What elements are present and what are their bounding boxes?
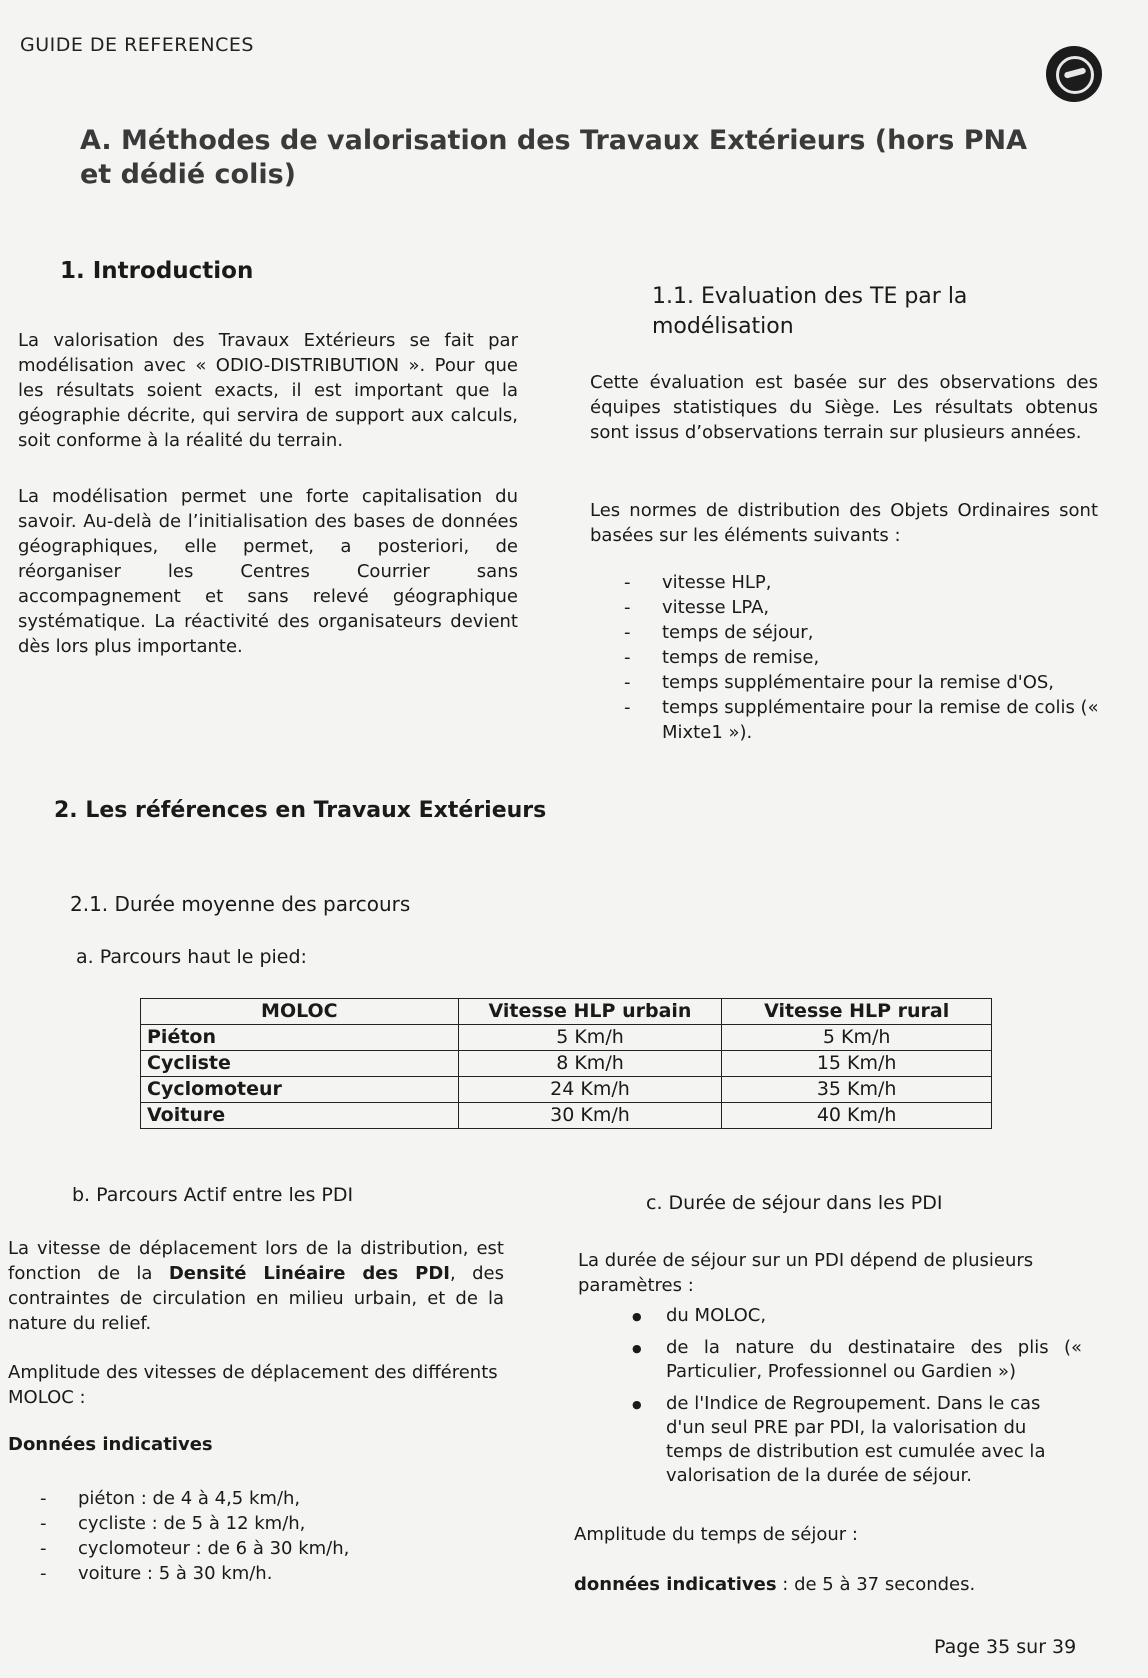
actif-paragraph-1 [8, 1236, 504, 1336]
table-cell: 30 Km/h [458, 1103, 722, 1129]
table-cell: 24 Km/h [458, 1077, 722, 1103]
sejour-paragraph-1: La durée de séjour sur un PDI dépend de plusieurs paramètres : [578, 1250, 1034, 1296]
list-item: - temps supplémentaire pour la remise de colis (« Mixte1 »). [624, 695, 1104, 745]
table-header-cell: Vitesse HLP urbain [458, 999, 722, 1025]
table-row [141, 1025, 992, 1051]
list-item: - vitesse LPA, [624, 595, 1104, 620]
list-item: - voiture : 5 à 30 km/h. [40, 1561, 480, 1586]
eval-paragraph-2: Les normes de distribution des Objets Ordinaires sont basées sur les éléments suivants : [590, 500, 1098, 546]
logo-icon [1046, 46, 1102, 102]
actif-bold-term: Densité Linéaire des PDI [168, 1263, 450, 1284]
list-item: ● du MOLOC, [632, 1304, 1082, 1328]
document-header: GUIDE DE REFERENCES [20, 34, 254, 56]
table-cell: Piéton [141, 1025, 459, 1051]
table-cell: 8 Km/h [458, 1051, 722, 1077]
list-item: - temps de séjour, [624, 620, 1104, 645]
table-cell: 5 Km/h [458, 1025, 722, 1051]
list-item: ● de la nature du destinataire des plis (« Particulier, Professionnel ou Gardien ») [632, 1336, 1082, 1384]
list-item: - temps supplémentaire pour la remise d'OS, [624, 670, 1104, 695]
list-item: - piéton : de 4 à 4,5 km/h, [40, 1486, 480, 1511]
list-item: - cycliste : de 5 à 12 km/h, [40, 1511, 480, 1536]
table-row [141, 1077, 992, 1103]
eval-paragraph-1: Cette évaluation est basée sur des observations des équipes statistiques du Siège. Les résultats obtenus sont issus d’observations terrain sur plusieurs années. [590, 372, 1098, 443]
table-cell: 15 Km/h [722, 1051, 992, 1077]
refs-subheading: 2.1. Durée moyenne des parcours [70, 892, 411, 916]
table-cell: 35 Km/h [722, 1077, 992, 1103]
sejour-heading: c. Durée de séjour dans les PDI [646, 1192, 943, 1214]
table-cell: 40 Km/h [722, 1103, 992, 1129]
actif-paragraph-2: Amplitude des vitesses de déplacement des différents MOLOC : [8, 1362, 498, 1408]
intro-paragraph-2: La modélisation permet une forte capitalisation du savoir. Au-delà de l’initialisation des bases de données géographiques, elle permet, a posteriori, de réorganiser les Centres Courrier sans accompagnement et sans relevé géographique systématique. La réactivité des organisateurs devient dès lors plus importante. [18, 486, 518, 657]
table-row [141, 1051, 992, 1077]
list-item: - vitesse HLP, [624, 570, 1104, 595]
intro-paragraph-1: La valorisation des Travaux Extérieurs se fait par modélisation avec « ODIO-DISTRIBUTION ». Pour que les résultats soient exacts, il est important que la géographie décrite, qui servira de support aux calculs, soit conforme à la réalité du terrain. [18, 330, 518, 451]
table-cell: Voiture [141, 1103, 459, 1129]
table-cell: Cyclomoteur [141, 1077, 459, 1103]
page-title: A. Méthodes de valorisation des Travaux Extérieurs (hors PNA et dédié colis) [80, 125, 1027, 190]
parcours-actif-heading: b. Parcours Actif entre les PDI [72, 1184, 354, 1206]
sejour-final-text: : de 5 à 37 secondes. [776, 1574, 976, 1595]
intro-section [60, 258, 253, 284]
actif-list [40, 1486, 480, 1586]
sejour-final-line [574, 1572, 1094, 1597]
eval-heading: 1.1. Evaluation des TE par la modélisation [652, 284, 968, 339]
sejour-bold-label: données indicatives [574, 1574, 777, 1595]
list-item: - temps de remise, [624, 645, 1104, 670]
list-item: ● de l'Indice de Regroupement. Dans le cas d'un seul PRE par PDI, la valorisation du temps de distribution est cumulée avec la valorisation de la durée de séjour. [632, 1392, 1082, 1488]
table-cell: 5 Km/h [722, 1025, 992, 1051]
table-header-cell: Vitesse HLP rural [722, 999, 992, 1025]
actif-text: , des contraintes de circulation en milieu urbain, et de la nature du relief. [8, 1263, 504, 1334]
moloc-speed-table [140, 998, 992, 1129]
parcours-haut-le-pied-heading: a. Parcours haut le pied: [76, 946, 307, 968]
intro-heading: 1. Introduction [60, 258, 254, 284]
actif-text: La vitesse de déplacement lors de la distribution, est fonction de la [8, 1238, 504, 1284]
eval-list [624, 570, 1104, 745]
page-number: Page 35 sur 39 [934, 1636, 1077, 1658]
actif-bold-label: Données indicatives [8, 1434, 213, 1455]
table-cell: Cycliste [141, 1051, 459, 1077]
table-row [141, 1103, 992, 1129]
sejour-paragraph-2: Amplitude du temps de séjour : [574, 1524, 858, 1545]
list-item: - cyclomoteur : de 6 à 30 km/h, [40, 1536, 480, 1561]
sejour-list [632, 1304, 1082, 1496]
table-header-cell: MOLOC [141, 999, 459, 1025]
refs-heading: 2. Les références en Travaux Extérieurs [54, 798, 547, 823]
table-header-row [141, 999, 992, 1025]
